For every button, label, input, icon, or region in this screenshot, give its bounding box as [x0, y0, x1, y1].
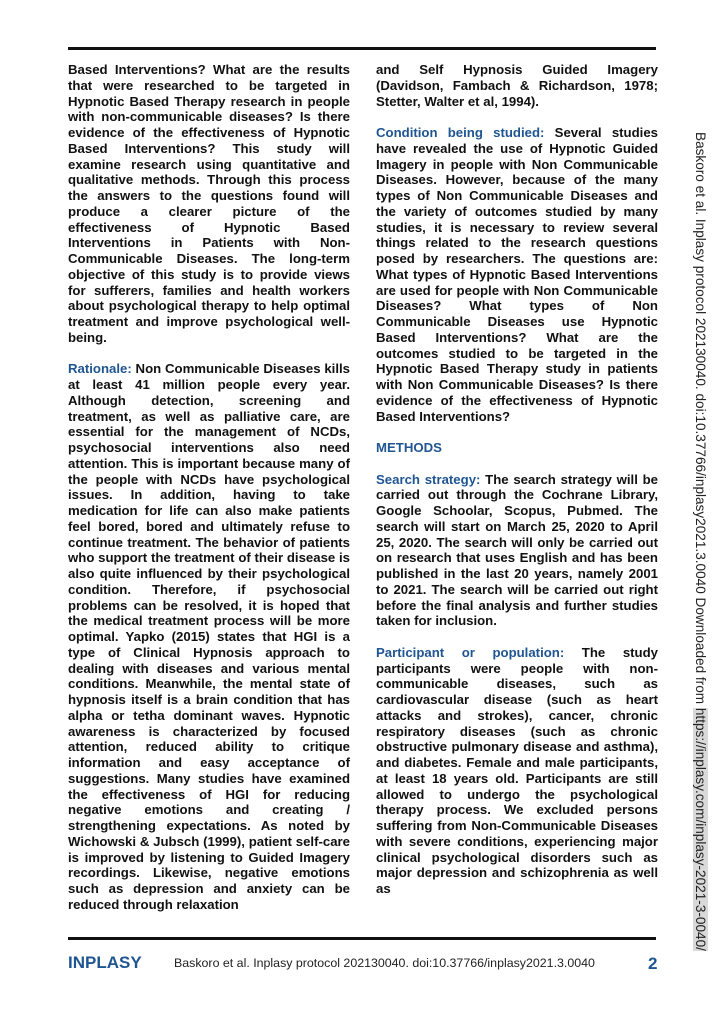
- participant-text: The study participants were people with non-communicable diseases, such as cardiovascular disease (such as heart attacks and strokes), cancer, chronic respiratory diseases (such as chronic obstructive pulmonary disease and asthma), and diabetes. Female and male participants, at least 18 years old. Participants are still allowed to undergo the psychological therapy process. We excluded persons suffering from Non-Communicable Diseases with severe conditions, experiencing major clinical psychological disorders such as major depression and schizophrenia as well as: [376, 644, 658, 896]
- rationale-label: Rationale:: [68, 361, 132, 377]
- right-column: [376, 62, 658, 913]
- left-column: [68, 62, 350, 928]
- page-number: 2: [648, 954, 658, 973]
- participant-paragraph: [376, 645, 658, 897]
- condition-text: Several studies have revealed the use of Hypnotic Guided Imagery in people with Non Communicable Diseases. However, because of the many types of Non Communicable Diseases and the variety of outcomes studied by many studies, it is necessary to review several things related to the research questions posed by researchers. The questions are: What types of Hypnotic Based Interventions are used for people with Non Communicable Diseases? What types of Non Communicable Diseases use Hypnotic Based Interventions? What are the outcomes studied to be targeted in the Hypnotic Based Therapy study in patients with Non Communicable Diseases? Is there evidence of the effectiveness of Hypnotic Based Interventions?: [376, 125, 658, 424]
- continuation-paragraph: and Self Hypnosis Guided Imagery (Davidson, Fambach & Richardson, 1978; Stetter, Walter et al, 1994).: [376, 62, 658, 109]
- rationale-paragraph: [68, 361, 350, 912]
- side-note-link[interactable]: https://inplasy.com/inplasy-2021-3-0040/: [693, 707, 708, 951]
- condition-label: Condition being studied:: [376, 125, 545, 140]
- header-rule: [68, 47, 656, 50]
- side-download-note: [693, 132, 708, 951]
- search-strategy-paragraph: [376, 472, 658, 630]
- methods-heading: METHODS: [376, 440, 442, 455]
- side-note-text: Baskoro et al. Inplasy protocol 202130040. doi:10.37766/inplasy2021.3.0040 Downloaded from: [693, 132, 708, 708]
- footer-rule: [68, 937, 656, 940]
- search-strategy-text: The search strategy will be carried out through the Cochrane Library, Google Schoolar, Scopus, Pubmed. The search will start on March 25, 2020 to April 25, 2020. The search will only be carried out on research that uses English and has been published in the last 20 years, namely 2001 to 2021. The search will be carried out right before the final analysis and further studies taken for inclusion.: [376, 471, 658, 629]
- participant-label: Participant or population:: [376, 644, 565, 660]
- footer-citation: Baskoro et al. Inplasy protocol 202130040. doi:10.37766/inplasy2021.3.0040: [174, 956, 595, 970]
- condition-paragraph: [376, 125, 658, 424]
- intro-paragraph: Based Interventions? What are the results that were researched to be targeted in Hypnotic Based Therapy research in people with non-communicable diseases? Is there evidence of the effectiveness of Hypnotic Based Interventions? This study will examine research using quantitative and qualitative methods. Through this process the answers to the questions found will produce a clearer picture of the effectiveness of Hypnotic Based Interventions in Patients with Non-Communicable Diseases. The long-term objective of this study is to provide views for sufferers, families and health workers about psychological therapy to help optimal treatment and improve psychological well-being.: [68, 62, 350, 345]
- footer-brand: INPLASY: [68, 953, 142, 972]
- search-strategy-label: Search strategy:: [376, 471, 481, 487]
- rationale-text: Non Communicable Diseases kills at least 41 million people every year. Although detection, screening and treatment, as well as palliative care, are essential for the management of NCDs, psychosocial interventions also need attention. This is important because many of the people with NCDs have psychological issues. In addition, having to take medication for life can also make patients feel bored, bored and ultimately refuse to continue treatment. The behavior of patients who support the treatment of their disease is also quite influenced by their psychological condition. Therefore, if psychosocial problems can be resolved, it is hoped that the medical treatment process will be more optimal. Yapko (2015) states that HGI is a type of Clinical Hypnosis approach to dealing with diseases and various mental conditions. Meanwhile, the mental state of hypnosis itself is a brain condition that has alpha or tetha dominant waves. Hypnotic awareness is characterized by focused attention, reduced ability to critique information and easy acceptance of suggestions. Many studies have examined the effectiveness of HGI for reducing negative emotions and creating / strengthening expectations. As noted by Wichowski & Jubsch (1999), patient self-care is improved by listening to Guided Imagery recordings. Likewise, negative emotions such as depression and anxiety can be reduced through relaxation: [68, 361, 350, 912]
